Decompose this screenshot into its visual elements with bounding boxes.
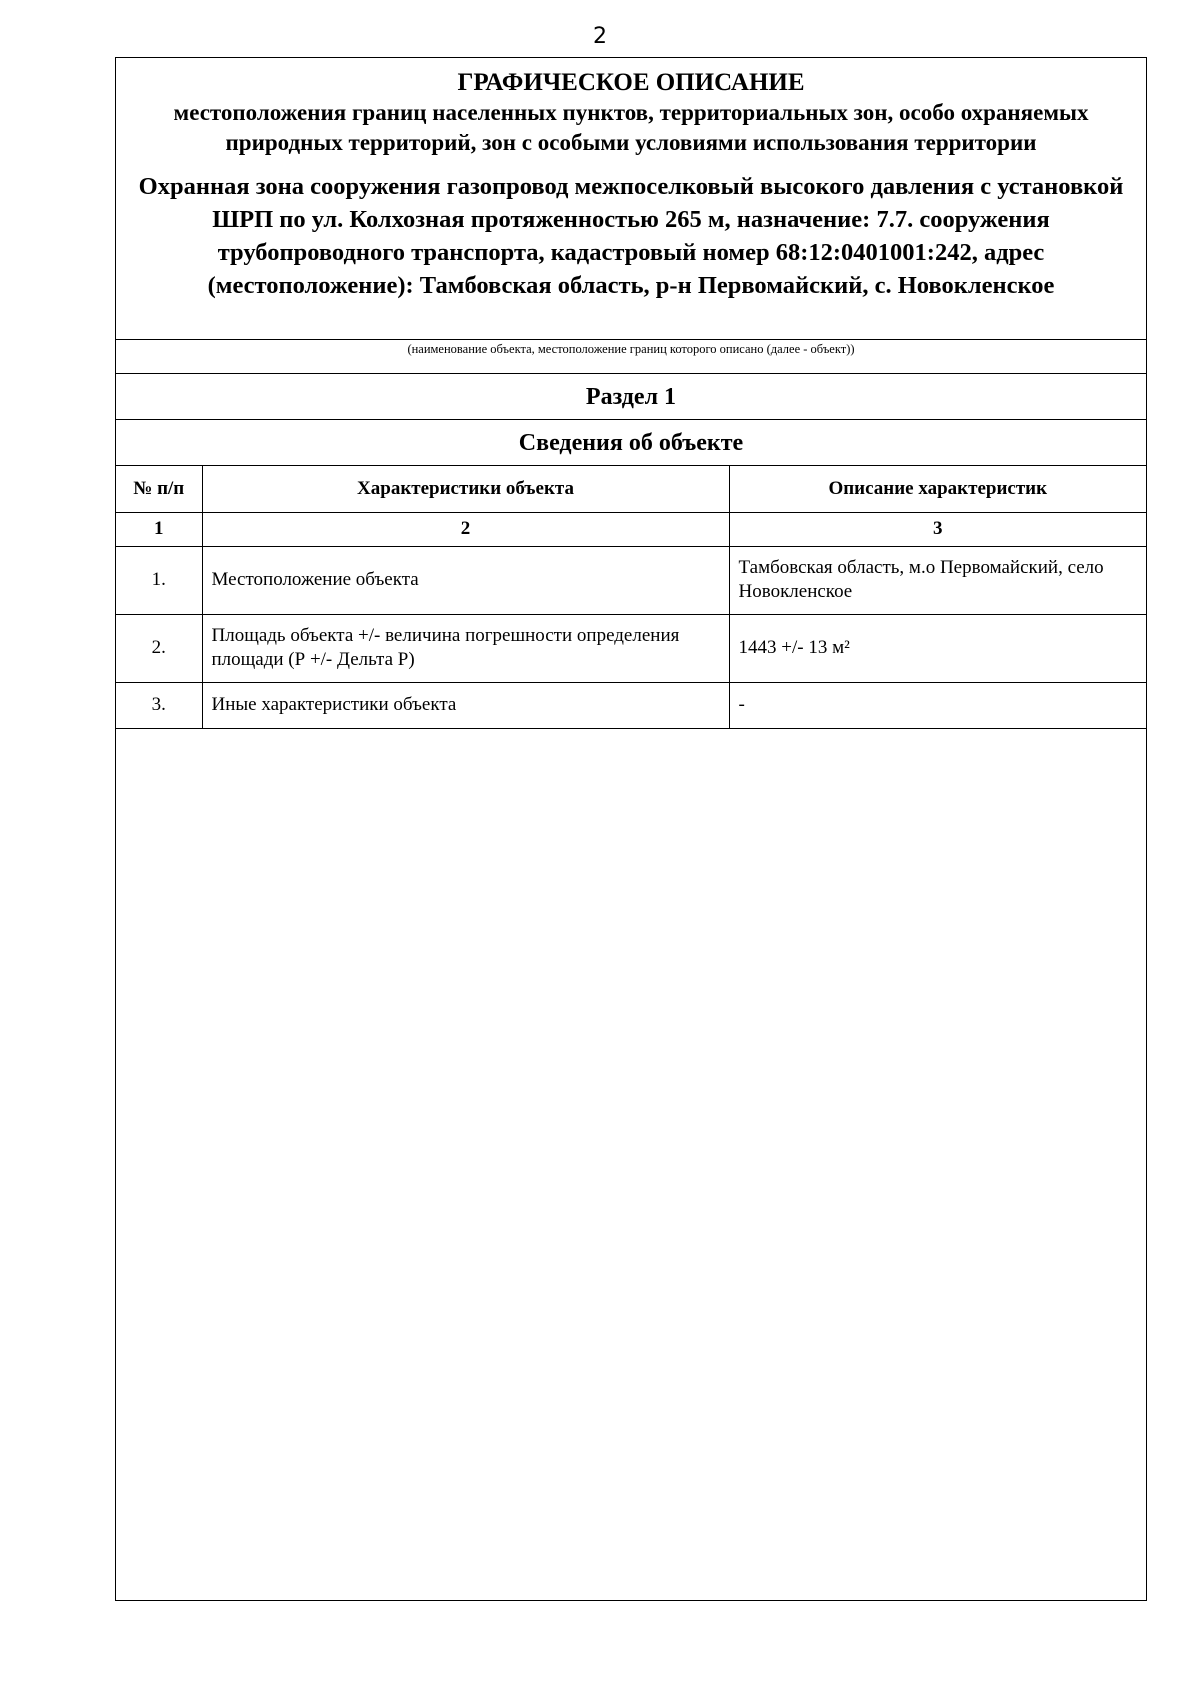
- document-subtitle: местоположения границ населенных пунктов, территориальных зон, особо охраняемых природных территорий, зон с особыми условиями использования территории: [173, 100, 1089, 155]
- row-description-text: Тамбовская область, м.о Первомайский, село Новокленское: [738, 557, 1104, 602]
- object-name: Охранная зона сооружения газопровод межпоселковый высокого давления с установкой ШРП по ул. Колхозная протяженностью 265 м, назначение: 7.7. сооружения трубопроводного транспорта, кадастровый номер 68:12:0401001:242, адрес (местоположение): Тамбовская область, р-н Первомайский, с. Новокленское: [138, 173, 1124, 299]
- page-number: 2: [593, 24, 607, 49]
- row-characteristic-text: Местоположение объекта: [211, 569, 419, 590]
- table-row: [116, 682, 1146, 728]
- row-characteristic: [202, 546, 729, 614]
- index-cell: 1: [116, 512, 202, 546]
- row-characteristic: [202, 682, 729, 728]
- document-frame: [115, 57, 1147, 1601]
- index-cell: 3: [729, 512, 1146, 546]
- index-cell: 2: [202, 512, 729, 546]
- row-description: [729, 546, 1146, 614]
- section-title: Раздел 1: [116, 374, 1146, 420]
- table-row: [116, 614, 1146, 682]
- row-description: [729, 682, 1146, 728]
- object-caption: (наименование объекта, местоположение границ которого описано (далее - объект)): [116, 340, 1146, 374]
- row-num: 3.: [116, 682, 202, 728]
- row-characteristic-text: Площадь объекта +/- величина погрешности определения площади (Р +/- Дельта Р): [211, 625, 680, 670]
- row-num: 2.: [116, 614, 202, 682]
- table-header-row: [116, 466, 1146, 512]
- table-index-row: [116, 512, 1146, 546]
- table-row: [116, 546, 1146, 614]
- section-subtitle: Сведения об объекте: [116, 420, 1146, 466]
- document-title: ГРАФИЧЕСКОЕ ОПИСАНИЕ: [457, 69, 805, 96]
- row-description-text: -: [738, 694, 745, 715]
- row-characteristic-text: Иные характеристики объекта: [211, 694, 457, 715]
- header-cell-characteristic: Характеристики объекта: [202, 466, 729, 512]
- row-characteristic: [202, 614, 729, 682]
- row-description: [729, 614, 1146, 682]
- row-description-text: 1443 +/- 13 м²: [738, 637, 850, 658]
- header-cell-description: Описание характеристик: [729, 466, 1146, 512]
- object-info-table: [116, 466, 1146, 729]
- document-header: [116, 58, 1146, 340]
- header-cell-num: № п/п: [116, 466, 202, 512]
- row-num: 1.: [116, 546, 202, 614]
